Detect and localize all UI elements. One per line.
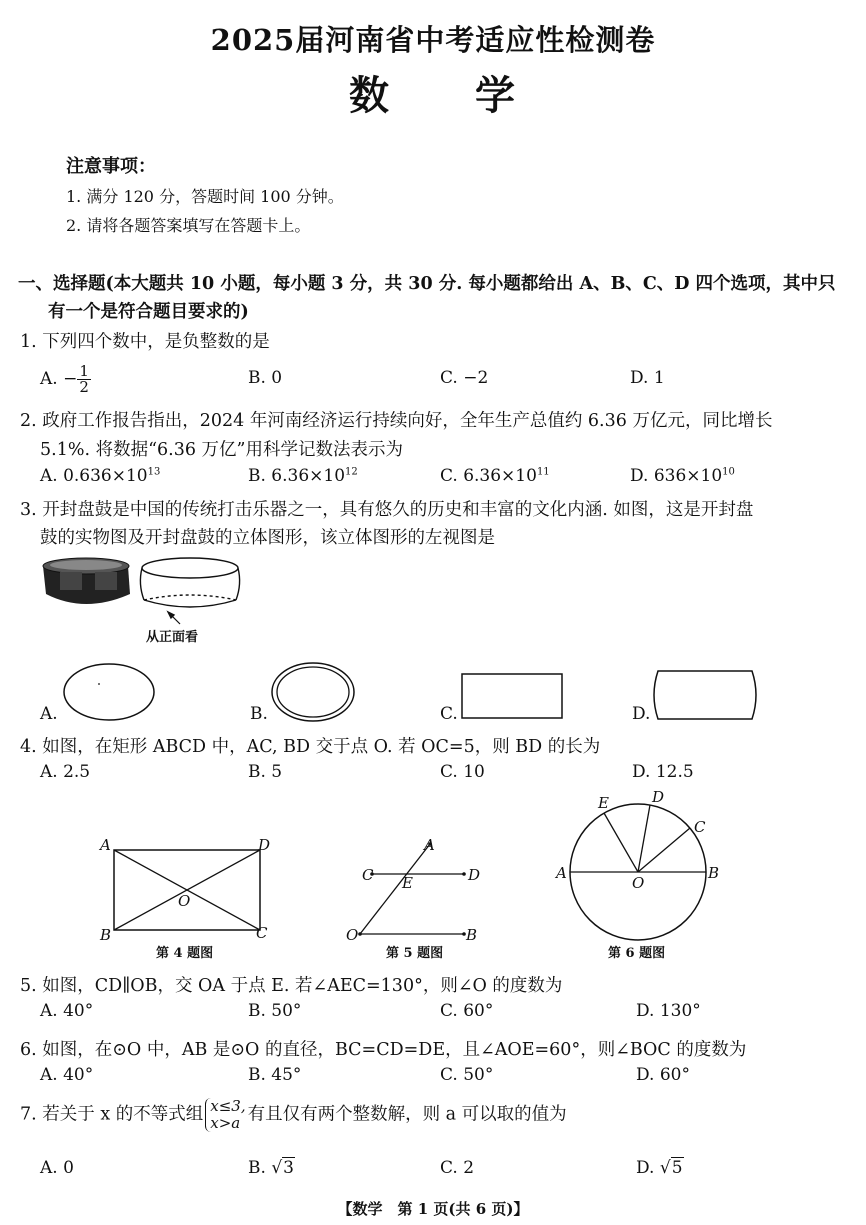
q3-option-b-double-ellipse-icon [270,662,358,724]
q3-line2: 鼓的实物图及开封盘鼓的立体图形，该立体图形的左视图是 [40,528,495,548]
fig4-caption: 第 4 题图 [156,946,214,961]
q6-option-a: A. 40° [40,1065,94,1085]
q2-line2: 5.1%. 将数据“6.36 万亿”用科学记数法表示为 [40,440,404,460]
q2-option-a [40,466,160,486]
fig6-caption: 第 6 题图 [608,946,666,961]
q3-option-a: A. [40,704,58,724]
q3-option-c-rectangle-icon [460,672,566,722]
q5-option-c: C. 60° [440,1001,494,1021]
q1-fraction [77,364,91,395]
q1-option-b: B. 0 [248,368,283,388]
q3-front-view-label: 从正面看 [146,630,199,645]
figure-6-circle-diagram [566,790,712,938]
notice-item-1: 1. 满分 120 分，答题时间 100 分钟。 [66,187,344,206]
q7-option-b-prefix: B. [248,1158,272,1178]
q3-option-c: C. [440,704,458,724]
q7-option-a: A. 0 [40,1158,74,1178]
q4-option-d: D. 12.5 [632,762,694,782]
section-1-heading-line2: 有一个是符合题目要求的) [48,302,249,322]
fig5-label-a: A [424,836,435,854]
q2-option-d-exp: 10 [722,466,735,478]
drum-solid-icon [140,558,239,624]
q4-stem: 4. 如图，在矩形 ABCD 中，AC, BD 交于点 O. 若 OC=5，则 BD 的长为 [20,737,601,757]
q7-inequality-2: x>a [210,1114,241,1132]
q4-option-a: A. 2.5 [40,762,91,782]
q2-option-c-exp: 11 [536,466,550,478]
q3-option-b: B. [250,704,268,724]
q5-stem: 5. 如图，CD∥OB，交 OA 于点 E. 若∠AEC=130°，则∠O 的度数为 [20,976,563,996]
notice-heading: 注意事项： [66,156,156,177]
fig6-label-c: C [694,818,706,836]
q4-option-c: C. 10 [440,762,485,782]
q7-option-d-radicand: 5 [671,1158,683,1178]
q7-option-b-radicand: 3 [283,1158,294,1178]
fig6-label-b: B [708,864,720,882]
figure-5-parallel-lines-diagram [350,836,480,946]
page-footer: 【数学 第 1 页(共 6 页)】 [337,1200,529,1218]
fig5-label-o: O [346,926,359,944]
q2-option-a-text: A. 0.636×10 [40,466,148,486]
fig4-label-d: D [258,836,271,854]
drum-photo-icon [43,558,130,604]
fig4-label-b: B [100,926,112,944]
q1-frac-den: 2 [79,378,89,396]
q6-option-c: C. 50° [440,1065,494,1085]
fig6-label-d: D [652,788,665,806]
q5-option-b: B. 50° [248,1001,302,1021]
q5-option-d: D. 130° [636,1001,701,1021]
fig5-label-d: D [468,866,481,884]
q3-option-d-rounded-drum-icon [652,668,760,724]
q1-option-c: C. −2 [440,368,489,388]
q7-stem-pre: 7. 若关于 x 的不等式组 [20,1104,204,1125]
q1-option-a-prefix: A. − [40,369,78,389]
q6-option-b: B. 45° [248,1065,302,1085]
section-1-heading-line1: 一、选择题(本大题共 10 小题，每小题 3 分，共 30 分. 每小题都给出 A、B、C、D 四个选项，其中只 [18,274,836,294]
q1-stem: 1. 下列四个数中，是负整数的是 [20,332,270,352]
q2-option-c-text: C. 6.36×10 [440,466,537,486]
notice-item-2: 2. 请将各题答案填写在答题卡上。 [66,216,311,235]
q1-option-d: D. 1 [630,368,665,388]
q6-stem: 6. 如图，在⊙O 中，AB 是⊙O 的直径，BC=CD=DE，且∠AOE=60°，则∠BOC 的度数为 [20,1040,747,1060]
q7-option-b: B. √3 [248,1158,294,1178]
q5-option-a: A. 40° [40,1001,94,1021]
fig4-label-o: O [178,892,191,910]
q6-option-d: D. 60° [636,1065,690,1085]
q7-stem [20,1098,567,1132]
fig4-label-a: A [100,836,111,854]
q7-option-d-prefix: D. [636,1158,660,1178]
q2-option-d [630,466,735,486]
q1-option-a [40,364,91,395]
figure-4-rectangle-diagram [100,836,280,946]
q7-stem-post: 有且仅有两个整数解，则 a 可以取的值为 [247,1104,567,1125]
fig5-label-e: E [402,874,413,892]
q3-option-d: D. [632,704,651,724]
q1-frac-num: 1 [79,362,89,380]
q3-drum-figures [40,554,260,634]
q3-option-a-ellipse-icon [62,662,158,724]
q2-option-b-exp: 12 [345,466,358,478]
q4-option-b: B. 5 [248,762,283,782]
q3-line1: 3. 开封盘鼓是中国的传统打击乐器之一，具有悠久的历史和丰富的文化内涵. 如图，这是开封盘 [20,500,754,520]
q7-option-c: C. 2 [440,1158,475,1178]
q7-inequality-system [205,1098,245,1132]
q2-option-c [440,466,550,486]
q2-option-a-exp: 13 [147,466,161,478]
fig5-label-b: B [466,926,478,944]
q7-option-d: D. √5 [636,1158,683,1178]
fig6-label-a: A [556,864,567,882]
exam-title: 2025届河南省中考适应性检测卷 [210,23,656,57]
fig5-label-c: C [362,866,374,884]
fig6-label-e: E [598,794,609,812]
q2-option-b-text: B. 6.36×10 [248,466,346,486]
fig6-label-o: O [632,874,645,892]
q2-option-d-text: D. 636×10 [630,466,723,486]
q7-inequality-1: x≤3, [210,1097,246,1115]
fig5-caption: 第 5 题图 [386,946,444,961]
q2-option-b [248,466,358,486]
q2-line1: 2. 政府工作报告指出，2024 年河南经济运行持续向好，全年生产总值约 6.36 万亿元，同比增长 [20,411,773,431]
fig4-label-c: C [256,924,268,942]
subject-title: 数 学 [349,72,517,119]
